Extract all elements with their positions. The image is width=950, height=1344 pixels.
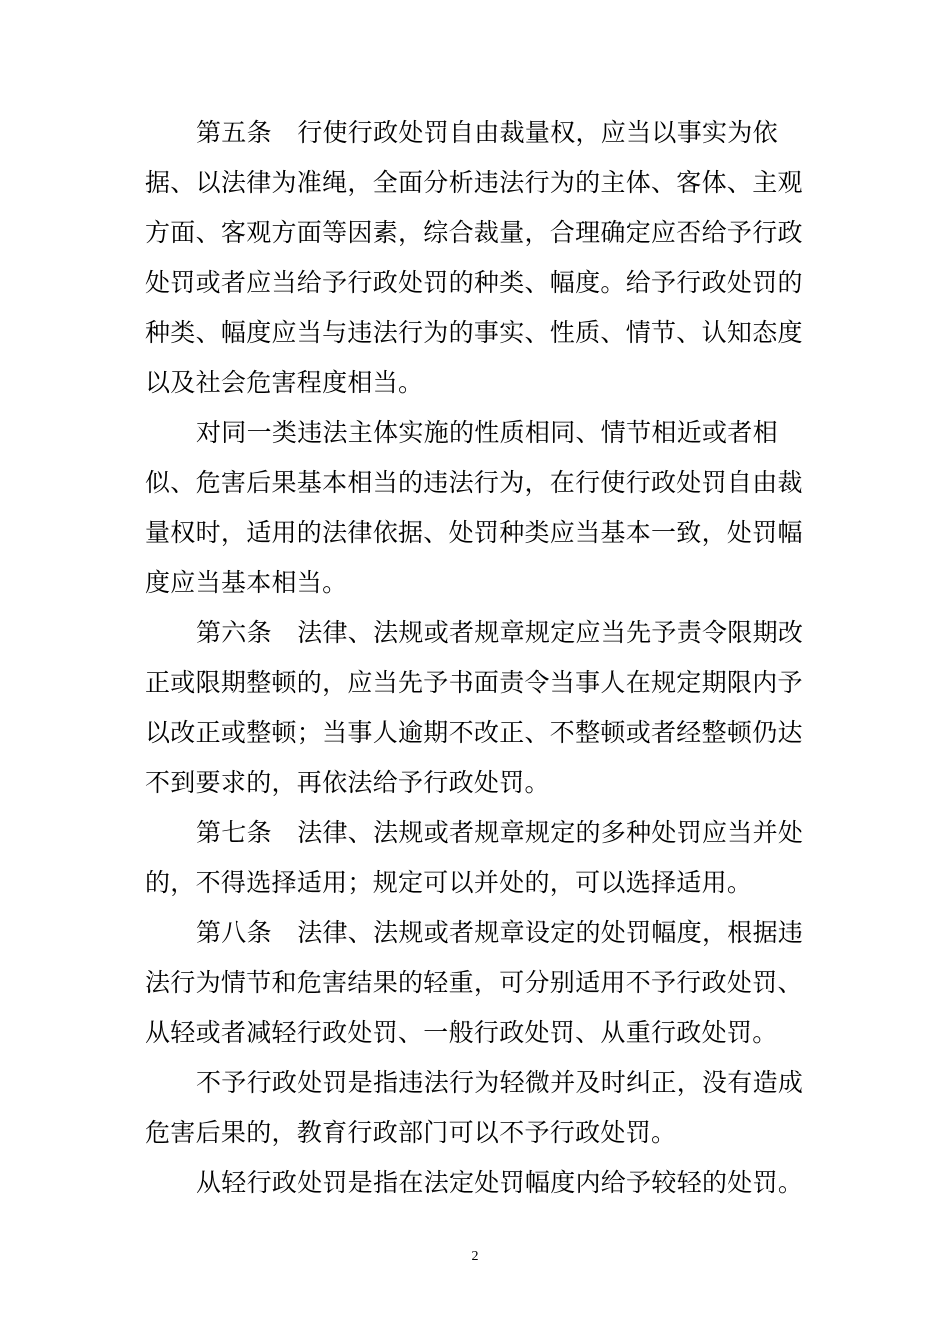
text-line: 以及社会危害程度相当。: [145, 368, 424, 397]
text-line: 第七条 法律、法规或者规章规定的多种处罚应当并处: [196, 818, 804, 847]
page-number: 2: [471, 1249, 479, 1264]
text-line: 对同一类违法主体实施的性质相同、情节相近或者相: [196, 418, 778, 447]
text-line: 似、危害后果基本相当的违法行为，在行使行政处罚自由裁: [145, 468, 803, 497]
text-line: 量权时，适用的法律依据、处罚种类应当基本一致，处罚幅: [145, 518, 803, 547]
text-line: 危害后果的，教育行政部门可以不予行政处罚。: [145, 1118, 677, 1147]
text-line: 的，不得选择适用；规定可以并处的，可以选择适用。: [145, 868, 753, 897]
text-line: 以改正或整顿；当事人逾期不改正、不整顿或者经整顿仍达: [145, 718, 803, 747]
text-line: 从轻或者减轻行政处罚、一般行政处罚、从重行政处罚。: [145, 1018, 778, 1047]
text-line: 方面、客观方面等因素，综合裁量，合理确定应否给予行政: [145, 218, 803, 247]
text-line: 种类、幅度应当与违法行为的事实、性质、情节、认知态度: [145, 318, 803, 347]
text-line: 据、以法律为准绳，全面分析违法行为的主体、客体、主观: [145, 168, 803, 197]
text-line: 正或限期整顿的，应当先予书面责令当事人在规定期限内予: [145, 668, 803, 697]
text-line: 第五条 行使行政处罚自由裁量权，应当以事实为依: [196, 118, 778, 147]
text-line: 从轻行政处罚是指在法定处罚幅度内给予较轻的处罚。: [196, 1168, 804, 1197]
text-line: 法行为情节和危害结果的轻重，可分别适用不予行政处罚、: [145, 968, 803, 997]
text-line: 第六条 法律、法规或者规章规定应当先予责令限期改: [196, 618, 804, 647]
text-line: 第八条 法律、法规或者规章设定的处罚幅度，根据违: [196, 918, 804, 947]
text-line: 不予行政处罚是指违法行为轻微并及时纠正，没有造成: [196, 1068, 804, 1097]
text-line: 不到要求的，再依法给予行政处罚。: [145, 768, 550, 797]
text-line: 处罚或者应当给予行政处罚的种类、幅度。给予行政处罚的: [145, 268, 803, 297]
text-line: 度应当基本相当。: [145, 568, 348, 597]
